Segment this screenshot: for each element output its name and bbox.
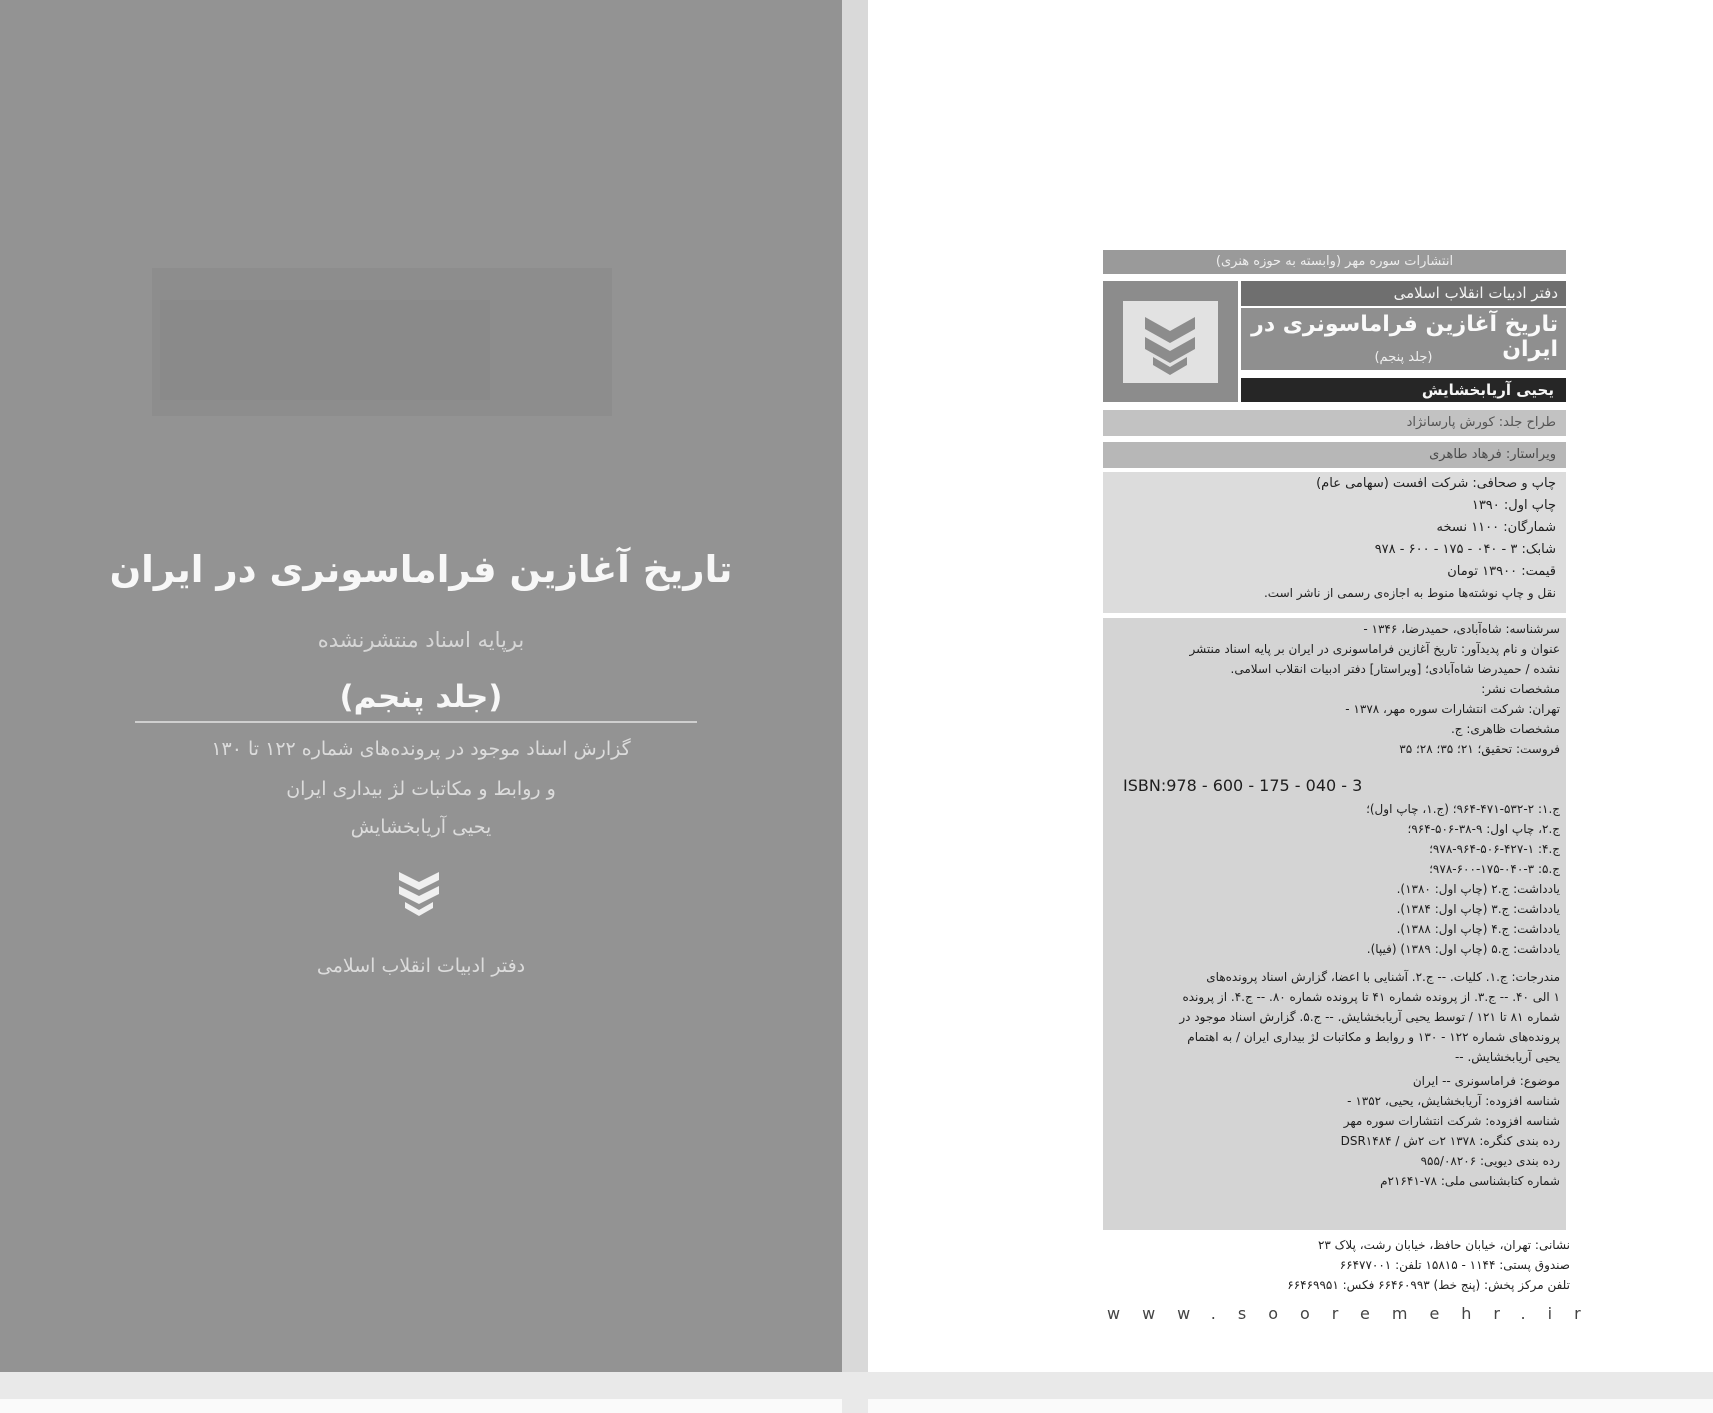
- title-box: [1241, 308, 1566, 370]
- cip-line: ج.۱: ۲-۵۳۲-۴۷۱-۹۶۴؛ (ج.۱، چاپ اول)؛: [1366, 802, 1560, 816]
- cover-designer: طراح جلد: کورش پارسانژاد: [1103, 410, 1566, 436]
- print-line: چاپ اول: ۱۳۹۰: [1471, 498, 1556, 513]
- cip-line: رده بندی کنگره: ۱۳۷۸ ۲ت ۲ش / DSR۱۴۸۴: [1340, 1134, 1560, 1148]
- print-line: شمارگان: ۱۱۰۰ نسخه: [1436, 520, 1556, 535]
- publisher-bar: انتشارات سوره مهر (وابسته به حوزه هنری): [1103, 250, 1566, 274]
- logo-background: [1123, 301, 1218, 383]
- cover-description-line-2: و روابط و مکاتبات لژ بیداری ایران: [286, 778, 556, 800]
- cip-line: ج.۴: ۱-۴۲۷-۵۰۶-۹۶۴-۹۷۸؛: [1429, 842, 1560, 856]
- editor: ویراستار: فرهاد طاهری: [1103, 442, 1566, 468]
- cip-line: پرونده‌های شماره ۱۲۲ - ۱۳۰ و روابط و مکاتبات لژ بیداری ایران / به اهتمام: [1187, 1030, 1560, 1044]
- next-page-edge: [0, 1399, 842, 1413]
- book-volume: (جلد پنجم): [1374, 350, 1433, 365]
- logo-box: [1103, 281, 1238, 402]
- cip-line: مشخصات نشر:: [1481, 682, 1560, 696]
- book-gutter: [842, 0, 868, 1413]
- publisher-logo-icon: [1123, 301, 1218, 383]
- next-page-edge: [868, 1399, 1713, 1413]
- bleed-through-image: [160, 300, 490, 400]
- cip-line: عنوان و نام پدیدآور: تاریخ آغازین فراماسونری در ایران بر پایه اسناد منتشر: [1189, 642, 1560, 656]
- cip-line: یادداشت: ج.۲ (چاپ اول: ۱۳۸۰).: [1396, 882, 1560, 896]
- cover-author: یحیی آریابخشایش: [350, 816, 492, 838]
- cip-line: رده بندی دیویی: ۹۵۵/۰۸۲۰۶: [1420, 1154, 1560, 1168]
- address-line: نشانی: تهران، خیابان حافظ، خیابان رشت، پلاک ۲۳: [1317, 1238, 1570, 1252]
- cip-line: یادداشت: ج.۳ (چاپ اول: ۱۳۸۴).: [1396, 902, 1560, 916]
- print-line: چاپ و صحافی: شرکت افست (سهامی عام): [1316, 476, 1556, 491]
- cip-line: یحیی آریابخشایش. --: [1454, 1050, 1560, 1064]
- cip-line: یادداشت: ج.۴ (چاپ اول: ۱۳۸۸).: [1396, 922, 1560, 936]
- cover-publisher: دفتر ادبیات انقلاب اسلامی: [316, 955, 526, 977]
- address-line: صندوق پستی: ۱۱۴۴ - ۱۵۸۱۵ تلفن: ۶۶۴۷۷۰۰۱: [1339, 1258, 1570, 1272]
- cip-line: مندرجات: ج.۱. کلیات. -- ج.۲. آشنایی با اعضا، گزارش اسناد پرونده‌های: [1206, 970, 1560, 984]
- print-line: نقل و چاپ نوشته‌ها منوط به اجازه‌ی رسمی از ناشر است.: [1263, 586, 1556, 600]
- address-line: تلفن مرکز پخش: (پنج خط) ۶۶۴۶۰۹۹۳ فکس: ۶۶۴۶۹۹۵۱: [1287, 1278, 1570, 1292]
- author-bar: یحیی آریابخشایش: [1241, 378, 1566, 402]
- cataloging-block: [1103, 618, 1566, 1230]
- website: www.sooremehr.ir: [1107, 1304, 1603, 1323]
- cip-line: ج.۵: ۳-۰۴۰-۱۷۵-۶۰۰-۹۷۸؛: [1429, 862, 1560, 876]
- book-cover-page: [0, 0, 842, 1372]
- cover-subtitle: برپایه اسناد منتشرنشده: [317, 628, 525, 652]
- isbn: ISBN:978 - 600 - 175 - 040 - 3: [1123, 776, 1363, 795]
- print-line: قیمت: ۱۳۹۰۰ تومان: [1447, 564, 1556, 579]
- cip-line: مشخصات ظاهری: ج.: [1450, 722, 1560, 736]
- book-title: تاریخ آغازین فراماسونری در ایران: [1251, 312, 1558, 362]
- next-pages-edge: [0, 1372, 1713, 1413]
- cip-line: سرشناسه: شاه‌آبادی، حمیدرضا، ۱۳۴۶ -: [1363, 622, 1560, 636]
- cip-line: نشده / حمیدرضا شاه‌آبادی؛ [ویراستار] دفتر ادبیات انقلاب اسلامی.: [1230, 662, 1560, 676]
- cip-line: شماره کتابشناسی ملی: ۷۸-۲۱۶۴۱م: [1380, 1174, 1560, 1188]
- cip-line: شناسه افزوده: آریابخشایش، یحیی، ۱۳۵۲ -: [1347, 1094, 1560, 1108]
- office-bar: دفتر ادبیات انقلاب اسلامی: [1241, 281, 1566, 306]
- cip-line: تهران: شرکت انتشارات سوره مهر، ۱۳۷۸ -: [1345, 702, 1560, 716]
- cover-title: تاریخ آغازین فراماسونری در ایران: [109, 548, 733, 591]
- cover-volume: (جلد پنجم): [339, 679, 503, 715]
- publisher-logo-icon: [393, 868, 445, 918]
- print-line: شابک: ۳ - ۰۴۰ - ۱۷۵ - ۶۰۰ - ۹۷۸: [1374, 542, 1556, 557]
- cover-description-line-1: گزارش اسناد موجود در پرونده‌های شماره ۱۲۲ تا ۱۳۰: [211, 738, 631, 760]
- print-info-block: [1103, 472, 1566, 613]
- cip-line: شماره ۸۱ تا ۱۲۱ / توسط یحیی آریابخشایش. -- ج.۵. گزارش اسناد موجود در: [1179, 1010, 1560, 1024]
- cip-line: موضوع: فراماسونری -- ایران: [1412, 1074, 1560, 1088]
- cip-line: ۱ الی ۴۰. -- ج.۳. از پرونده شماره ۴۱ تا پرونده شماره ۸۰. -- ج.۴. از پرونده: [1182, 990, 1560, 1004]
- cip-line: یادداشت: ج.۵ (چاپ اول: ۱۳۸۹) (فیپا).: [1366, 942, 1560, 956]
- cover-divider: [135, 721, 697, 723]
- cip-line: شناسه افزوده: شرکت انتشارات سوره مهر: [1343, 1114, 1560, 1128]
- cip-line: ج.۲، چاپ اول: ۹-۳۸-۵۰۶-۹۶۴؛: [1407, 822, 1560, 836]
- cip-line: فروست: تحقیق؛ ۲۱؛ ۳۵؛ ۲۸؛ ۳۵: [1399, 742, 1560, 756]
